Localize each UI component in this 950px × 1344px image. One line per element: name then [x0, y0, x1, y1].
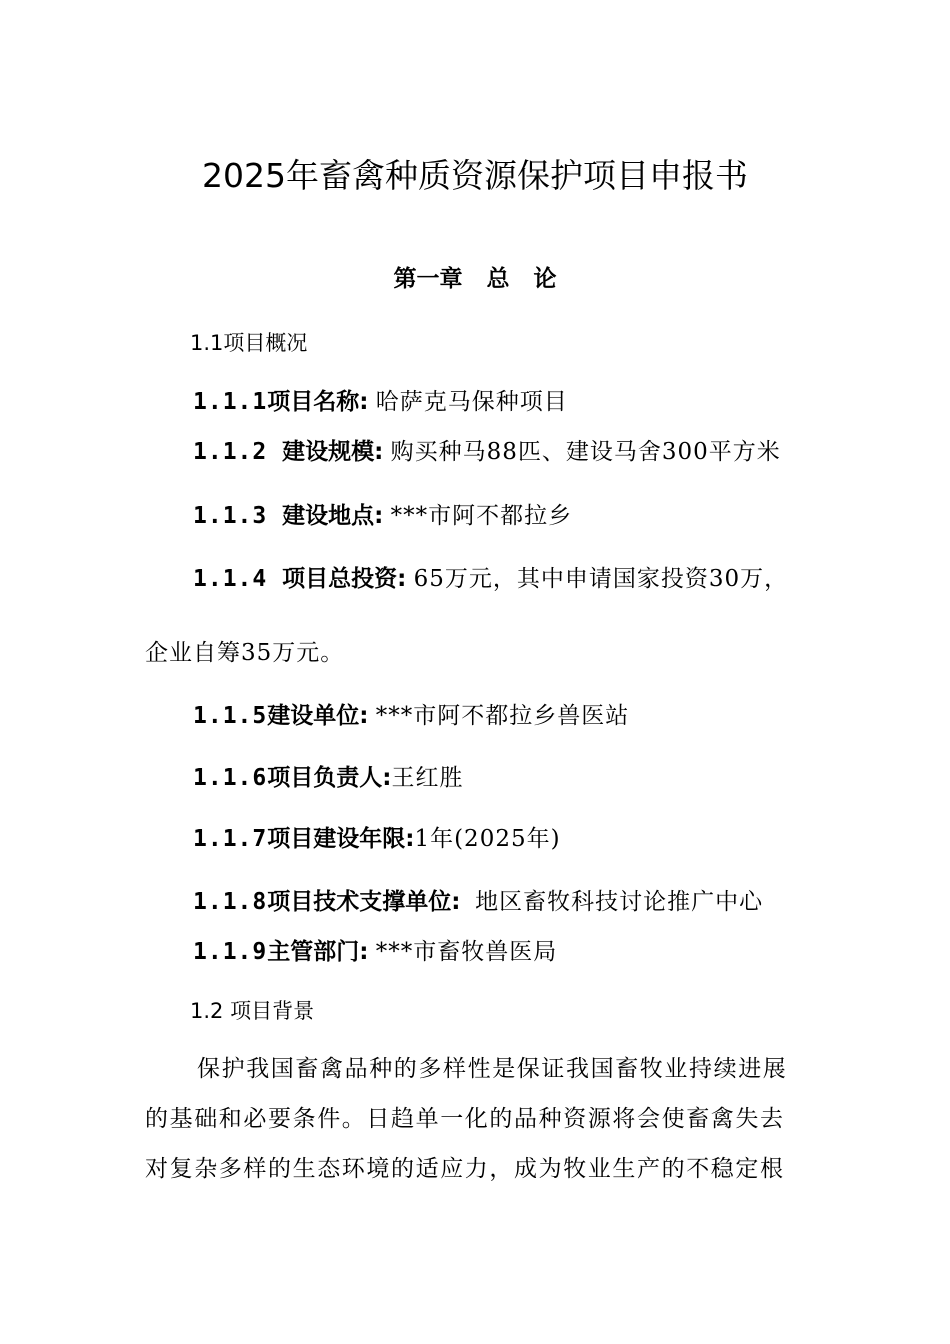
- background-paragraph-line: 对复杂多样的生态环境的适应力，成为牧业生产的不稳定根: [145, 1156, 785, 1182]
- item-label: 建设规模:: [282, 439, 384, 465]
- item-value: 1年(2025年): [414, 826, 561, 852]
- item-1-1-1: [193, 383, 568, 416]
- item-value: ***市阿不都拉乡: [390, 503, 573, 529]
- item-value: 地区畜牧科技讨论推广中心: [475, 889, 764, 915]
- item-number: 1.1.9: [193, 939, 268, 965]
- item-1-1-2: [193, 433, 781, 466]
- item-label: 项目总投资:: [282, 566, 407, 592]
- background-paragraph-line: 保护我国畜禽品种的多样性是保证我国畜牧业持续进展: [197, 1056, 788, 1082]
- document-title: 2025年畜禽种质资源保护项目申报书: [202, 156, 748, 195]
- item-value: ***市阿不都拉乡兽医站: [375, 703, 630, 729]
- item-number: 1.1.4: [193, 566, 283, 592]
- item-value: 哈萨克马保种项目: [375, 389, 568, 415]
- item-value: 65万元，其中申请国家投资30万，: [413, 566, 789, 592]
- item-number: 1.1.5: [193, 703, 268, 729]
- item-1-1-7: [193, 820, 561, 853]
- section-heading-1-2: 1.2 项目背景: [190, 999, 315, 1023]
- item-label: 项目负责人:: [267, 765, 392, 791]
- section-heading-1-1: 1.1项目概况: [190, 331, 308, 355]
- chapter-title: 第一章 总 论: [393, 266, 557, 292]
- item-value: 王红胜: [391, 765, 464, 791]
- item-label: 项目建设年限:: [267, 826, 415, 852]
- item-1-1-3: [193, 497, 572, 530]
- item-number: 1.1.8: [193, 889, 268, 915]
- item-label: 建设地点:: [282, 503, 384, 529]
- item-label: 项目名称:: [267, 389, 369, 415]
- item-number: 1.1.6: [193, 765, 268, 791]
- item-value: 购买种马88匹、建设马舍300平方米: [390, 439, 781, 465]
- item-1-1-4-continuation: 企业自筹35万元。: [145, 640, 345, 666]
- background-paragraph-line: 的基础和必要条件。日趋单一化的品种资源将会使畜禽失去: [145, 1106, 785, 1132]
- item-value: ***市畜牧兽医局: [375, 939, 558, 965]
- item-1-1-8: [193, 883, 763, 916]
- item-label: 项目技术支撑单位:: [267, 889, 461, 915]
- item-number: 1.1.3: [193, 503, 283, 529]
- item-1-1-5: [193, 697, 629, 730]
- item-number: 1.1.1: [193, 389, 268, 415]
- item-label: 建设单位:: [267, 703, 369, 729]
- item-label: 主管部门:: [267, 939, 369, 965]
- item-1-1-9: [193, 933, 557, 966]
- item-number: 1.1.7: [193, 826, 268, 852]
- item-1-1-4: [193, 560, 788, 593]
- item-number: 1.1.2: [193, 439, 283, 465]
- item-1-1-6: [193, 759, 463, 792]
